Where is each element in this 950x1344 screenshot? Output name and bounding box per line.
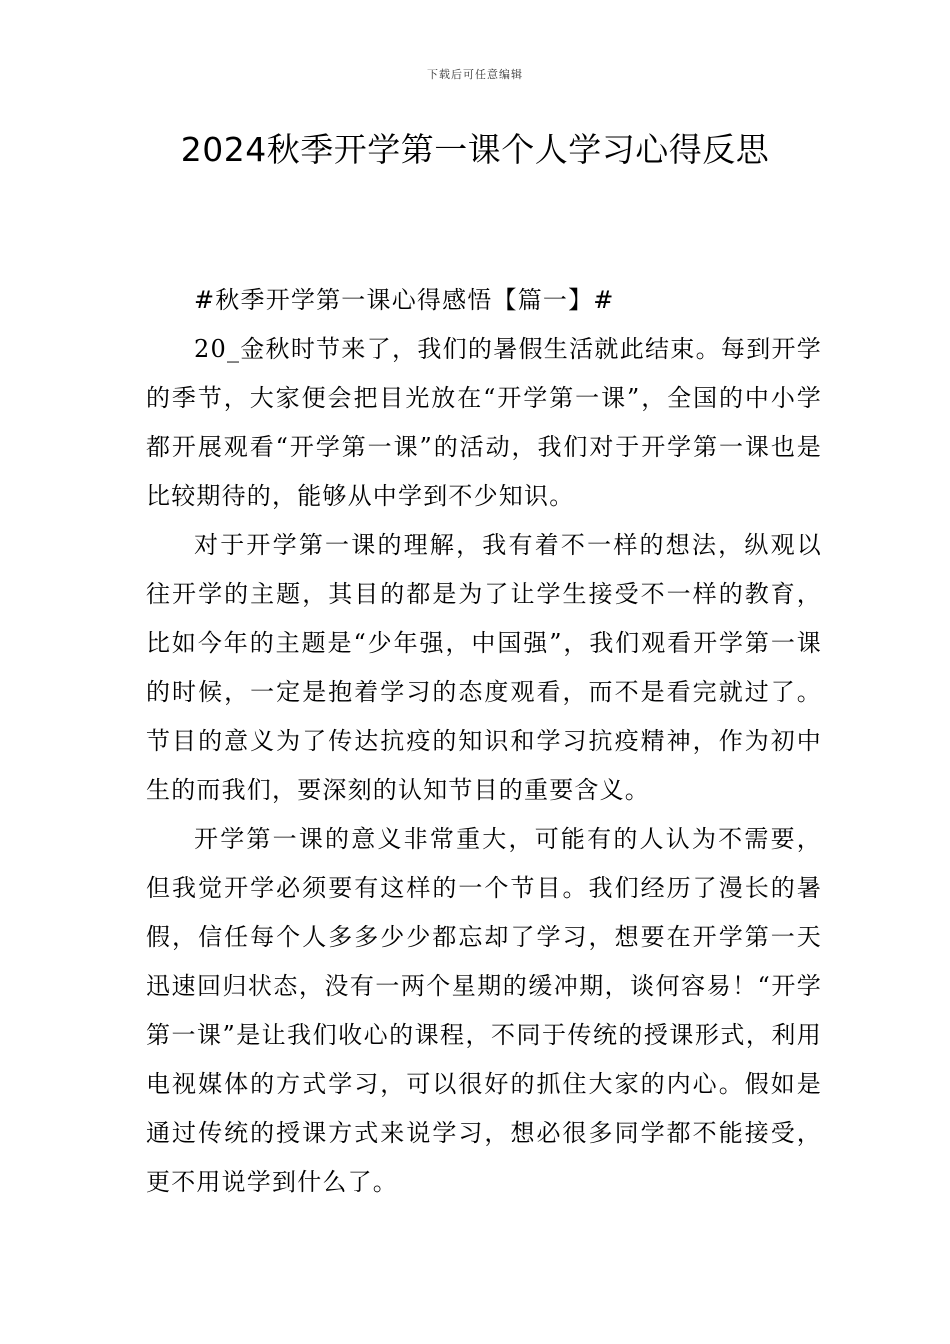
header-note: 下载后可任意编辑 bbox=[427, 68, 523, 81]
document-body bbox=[146, 276, 822, 1207]
section-heading: #秋季开学第一课心得感悟【篇一】# bbox=[194, 286, 615, 314]
document-title: 2024秋季开学第一课个人学习心得反思 bbox=[180, 130, 770, 169]
paragraph-3: 开学第一课的意义非常重大，可能有的人认为不需要，但我觉开学必须要有这样的一个节目。我们经历了漫长的暑假，信任每个人多多少少都忘却了学习，想要在开学第一天迅速回归状态，没有一两个星期的缓冲期，谈何容易！“开学第一课”是让我们收心的课程，不同于传统的授课形式，利用电视媒体的方式学习，可以很好的抓住大家的内心。假如是通过传统的授课方式来说学习，想必很多同学都不能接受，更不用说学到什么了。 bbox=[146, 825, 822, 1196]
paragraph-1: 20_金秋时节来了，我们的暑假生活就此结束。每到开学的季节，大家便会把目光放在“开学第一课”，全国的中小学都开展观看“开学第一课”的活动，我们对于开学第一课也是比较期待的，能够从中学到不少知识。 bbox=[146, 335, 822, 510]
paragraph-2: 对于开学第一课的理解，我有着不一样的想法，纵观以往开学的主题，其目的都是为了让学生接受不一样的教育，比如今年的主题是“少年强，中国强”，我们观看开学第一课的时候，一定是抱着学习的态度观看，而不是看完就过了。节目的意义为了传达抗疫的知识和学习抗疫精神，作为初中生的而我们，要深刻的认知节目的重要含义。 bbox=[146, 531, 822, 804]
